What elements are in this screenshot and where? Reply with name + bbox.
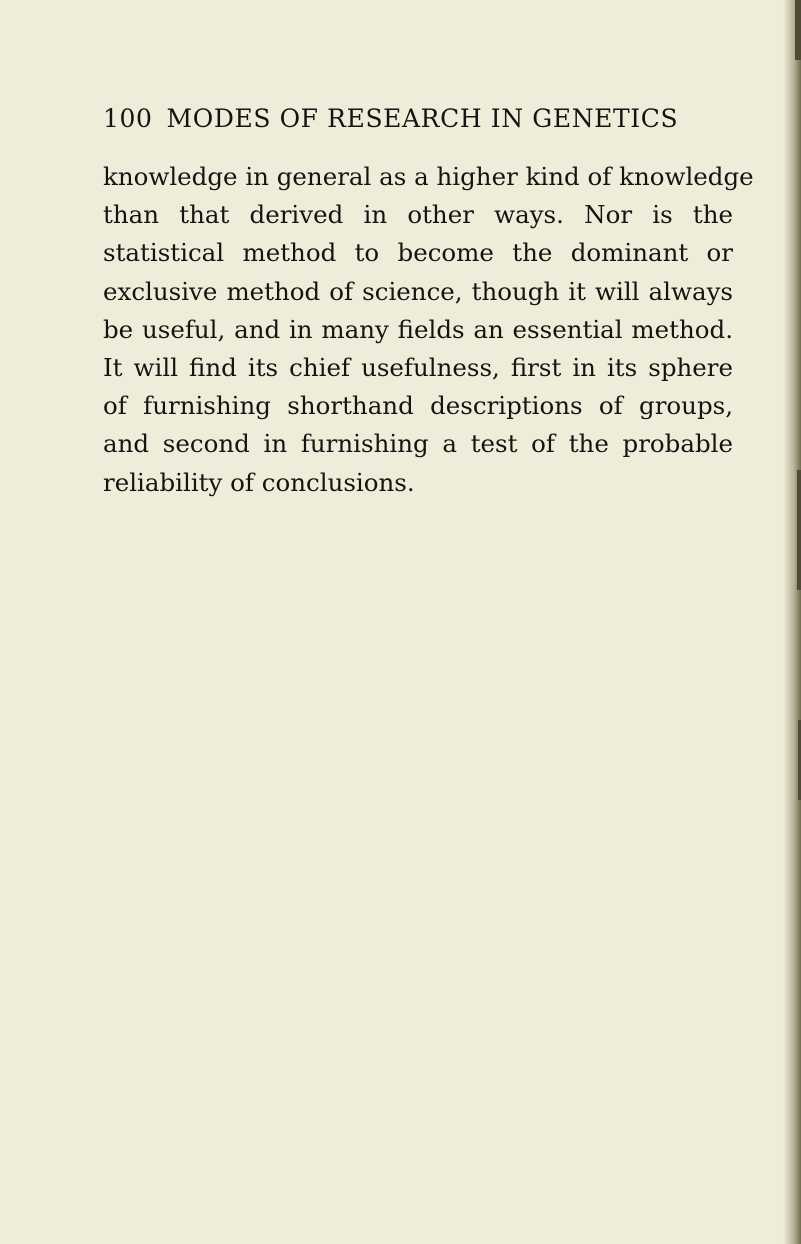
text-line: and second in furnishing a test of the probable <box>103 429 733 459</box>
text-line: reliability of conclusions. <box>103 467 415 497</box>
page-number: 100 <box>103 104 153 133</box>
text-line: than that derived in other ways. Nor is the <box>103 200 733 230</box>
text-line: exclusive method of science, though it will always <box>103 276 733 306</box>
body-paragraph <box>103 158 754 502</box>
page-edge-mark <box>797 470 801 590</box>
page-edge-mark <box>795 0 801 60</box>
text-line: of furnishing shorthand descriptions of groups, <box>103 391 733 421</box>
text-line: be useful, and in many fields an essential method. <box>103 314 733 344</box>
text-line: statistical method to become the dominant or <box>103 238 733 268</box>
running-head <box>103 104 693 140</box>
text-line: It will find its chief usefulness, first in its sphere <box>103 352 733 382</box>
text-line: knowledge in general as a higher kind of knowledge <box>103 162 754 191</box>
running-head-title: MODES OF RESEARCH IN GENETICS <box>166 104 679 133</box>
page-edge-shadow <box>783 0 801 1244</box>
